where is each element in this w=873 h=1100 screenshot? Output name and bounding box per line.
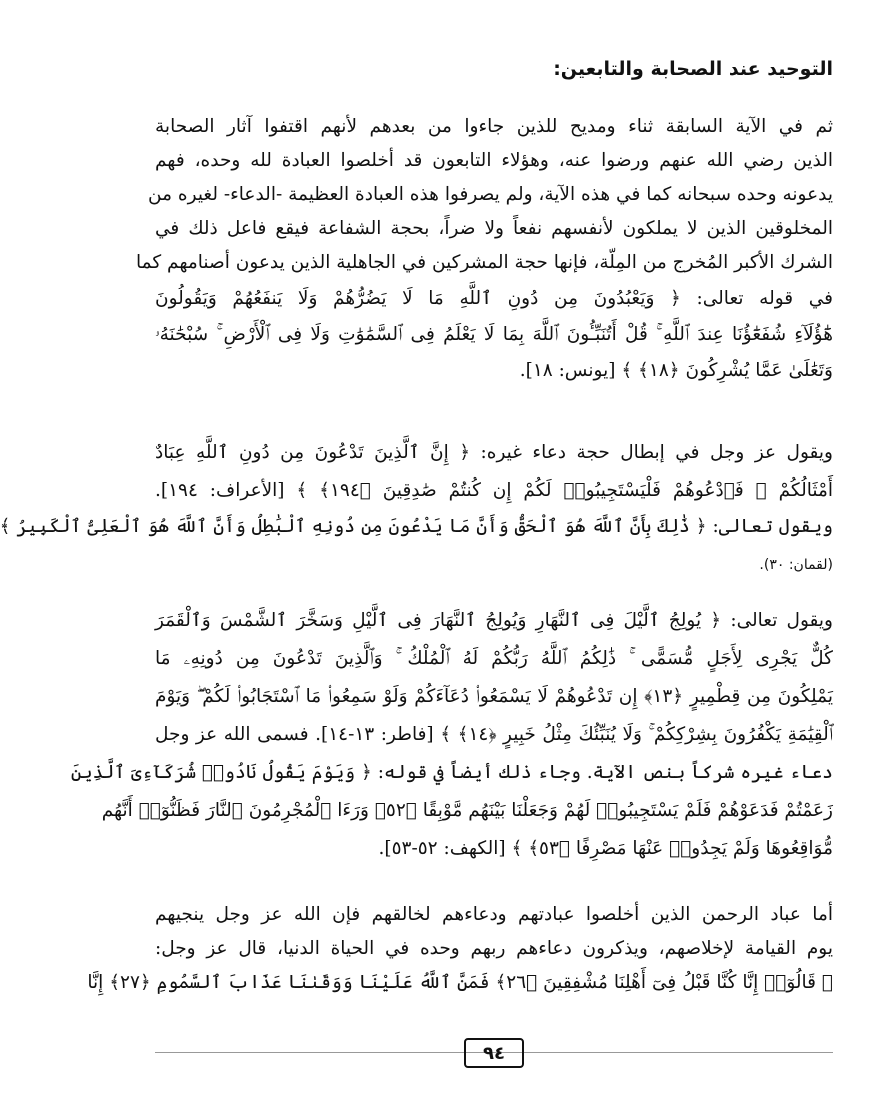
quran-line: هَٰٓؤُلَآءِ شُفَعَٰٓؤُنَا عِندَ ٱللَّهِ ۚ قُلْ أَتُنَبِّـُٔونَ ٱللَّهَ بِمَا لَا يَعْلَمُ فِى ٱلسَّمَٰوَٰتِ وَلَا فِى ٱلْأَرْضِ ۚ سُبْحَٰنَهُۥ (155, 324, 833, 345)
text-line: أما عباد الرحمن الذين أخلصوا عبادتهم ودعاءهم لخالقهم فإن الله عز وجل ينجيهم (155, 904, 833, 925)
quran-line: يَمْلِكُونَ مِن قِطْمِيرٍ ﴿١٣﴾ إِن تَدْعُوهُمْ لَا يَسْمَعُوا۟ دُعَآءَكُمْ وَلَوْ سَمِعُوا۟ مَا ٱسْتَجَابُوا۟ لَكُمْ ۖ وَيَوْمَ (155, 686, 834, 707)
quran-line: ﴿ قَالُوٓا۟ إِنَّا كُنَّا قَبْلُ فِىٓ أَهْلِنَا مُشْفِقِينَ ﴿٢٦﴾ فَمَنَّ ٱللَّهُ عَلَيْنَا وَوَقَىٰنَا عَذَابَ ٱلسَّمُومِ ﴿٢٧﴾ إِنَّا (87, 972, 833, 993)
text-line: ثم في الآية السابقة ثناء ومديح للذين جاءوا من بعدهم لأنهم اقتفوا آثار الصحابة (155, 116, 833, 137)
quran-line: مُّوَاقِعُوهَا وَلَمْ يَجِدُوا۟ عَنْهَا مَصْرِفًا ﴿٥٣﴾ ﴾ [الكهف: ٥٢-٥٣]. (378, 838, 833, 859)
text-line: دعاء غيره شركاً بنص الآية. وجاء ذلك أيضاً في قوله: ﴿ وَيَوْمَ يَقُولُ نَادُوا۟ شُرَكَآءِىَ ٱلَّذِينَ (70, 762, 833, 783)
quran-line: أَمْثَالُكُمْ ۖ فَٱدْعُوهُمْ فَلْيَسْتَجِيبُوا۟ لَكُمْ إِن كُنتُمْ صَٰدِقِينَ ﴿١٩٤﴾ ﴾ [الأعراف: ١٩٤]. (155, 480, 834, 501)
text-line: يوم القيامة لإخلاصهم، ويذكرون دعاءهم ربهم وحده في الحياة الدنيا، قال عز وجل: (155, 938, 833, 959)
text-line: المخلوقين الذين لا يملكون لأنفسهم نفعاً ولا ضراً، بحجة الشفاعة فيقع فاعل ذلك في (155, 218, 833, 239)
text-line: الشرك الأكبر المُخرج من المِلّة، فإنها حجة المشركين في الجاهلية الذين يدعون أصنامهم كما (136, 252, 833, 273)
quran-line: في قوله تعالى: ﴿ وَيَعْبُدُونَ مِن دُونِ ٱللَّهِ مَا لَا يَضُرُّهُمْ وَلَا يَنفَعُهُمْ وَيَقُولُونَ (155, 288, 833, 309)
citation-line: (لقمان: ٣٠). (759, 557, 833, 573)
text-line: يدعونه وحده سبحانه كما في هذه الآية، ولم يصرفوا هذه العبادة العظيمة -الدعاء- لغيره من (148, 184, 833, 205)
quran-line: ويقول تعالى: ﴿ يُولِجُ ٱلَّيْلَ فِى ٱلنَّهَارِ وَيُولِجُ ٱلنَّهَارَ فِى ٱلَّيْلِ وَسَخَّرَ ٱلشَّمْسَ وَٱلْقَمَرَ (155, 610, 833, 631)
text-line: ويقول عز وجل في إبطال حجة دعاء غيره: ﴿ إِنَّ ٱلَّذِينَ تَدْعُونَ مِن دُونِ ٱللَّهِ عِبَادٌ (155, 442, 833, 463)
quran-line: زَعَمْتُمْ فَدَعَوْهُمْ فَلَمْ يَسْتَجِيبُوا۟ لَهُمْ وَجَعَلْنَا بَيْنَهُم مَّوْبِقًا ﴿٥٢﴾ وَرَءَا ٱلْمُجْرِمُونَ ٱلنَّارَ فَظَنُّوٓا۟ أَنَّهُم (101, 800, 833, 821)
quran-line: وَتَعَٰلَىٰ عَمَّا يُشْرِكُونَ ﴿١٨﴾ ﴾ [يونس: ١٨]. (519, 360, 833, 381)
text-line: الذين رضي الله عنهم ورضوا عنه، وهؤلاء التابعون قد أخلصوا العبادة لله وحده، فهم (155, 150, 833, 171)
quran-line: ٱلْقِيَٰمَةِ يَكْفُرُونَ بِشِرْكِكُمْ ۚ وَلَا يُنَبِّئُكَ مِثْلُ خَبِيرٍ ﴿١٤﴾ ﴾ [فاطر: ١٣-١٤]. فسمى الله عز وجل (155, 724, 834, 745)
page-number: ٩٤ (464, 1038, 524, 1068)
quran-line: ويقول تعالى: ﴿ ذَٰلِكَ بِأَنَّ ٱللَّهَ هُوَ ٱلْحَقُّ وَأَنَّ مَا يَدْعُونَ مِن دُونِهِ ٱلْبَٰطِلُ وَأَنَّ ٱللَّهَ هُوَ ٱلْعَلِىُّ ٱلْكَبِيرُ ﴾ (0, 516, 833, 537)
quran-line: كُلٌّ يَجْرِى لِأَجَلٍ مُّسَمًّى ۚ ذَٰلِكُمُ ٱللَّهُ رَبُّكُمْ لَهُ ٱلْمُلْكُ ۚ وَٱلَّذِينَ تَدْعُونَ مِن دُونِهِۦ مَا (155, 648, 833, 669)
section-heading: التوحيد عند الصحابة والتابعين: (553, 58, 833, 80)
